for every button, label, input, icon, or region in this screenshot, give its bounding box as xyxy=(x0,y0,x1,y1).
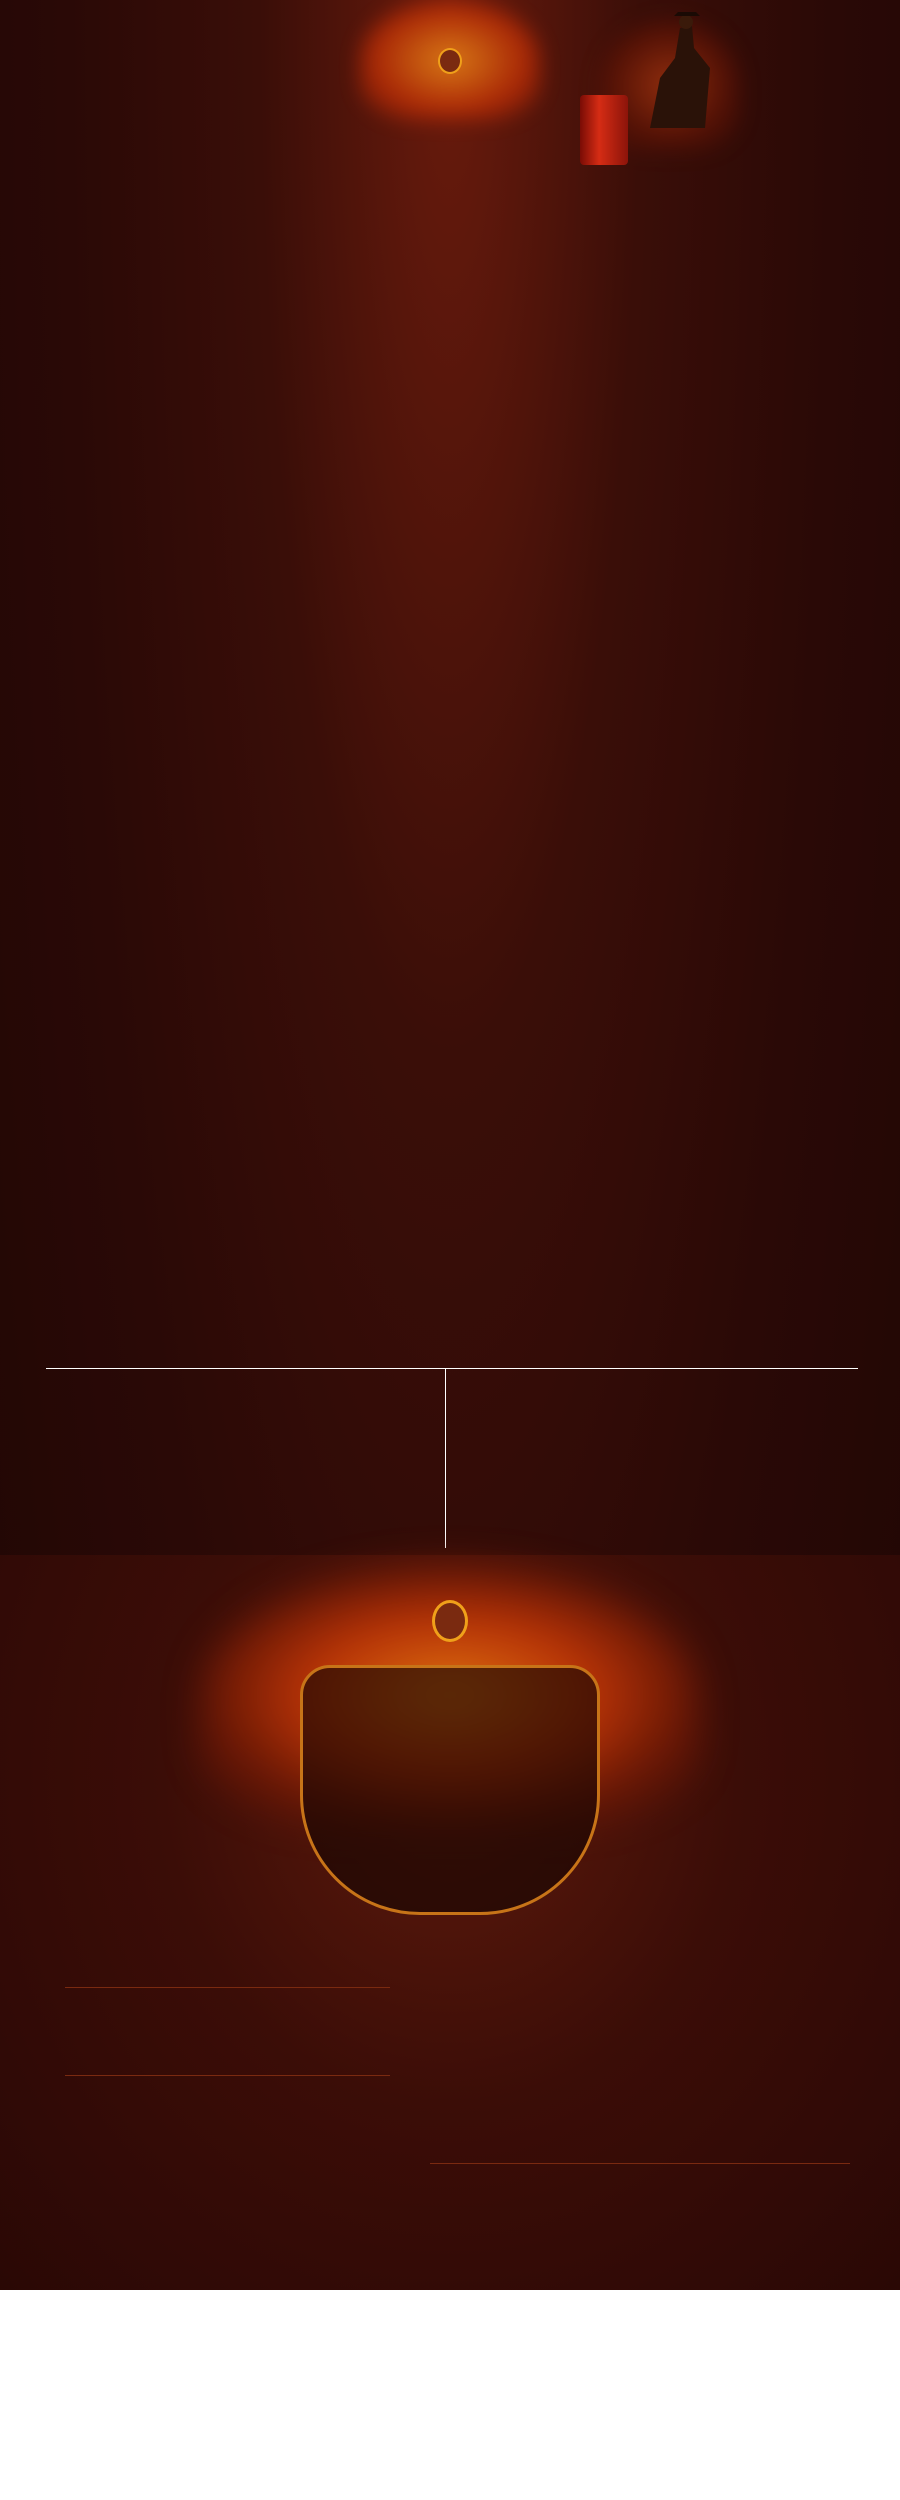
shield-emblem xyxy=(300,1665,600,1915)
divider xyxy=(430,2163,850,2164)
divider xyxy=(65,2075,390,2076)
logo-emblem-icon xyxy=(432,1600,468,1642)
rules-panel xyxy=(46,1368,446,1548)
sponsors-bar xyxy=(0,2290,900,2500)
media-table xyxy=(446,1368,858,1550)
header xyxy=(0,0,900,185)
logo-emblem-icon xyxy=(438,48,462,74)
divider xyxy=(65,1987,390,1988)
schedule-poster xyxy=(0,1555,900,2290)
barrel-image xyxy=(580,95,628,165)
rider-horse-image xyxy=(630,8,720,138)
